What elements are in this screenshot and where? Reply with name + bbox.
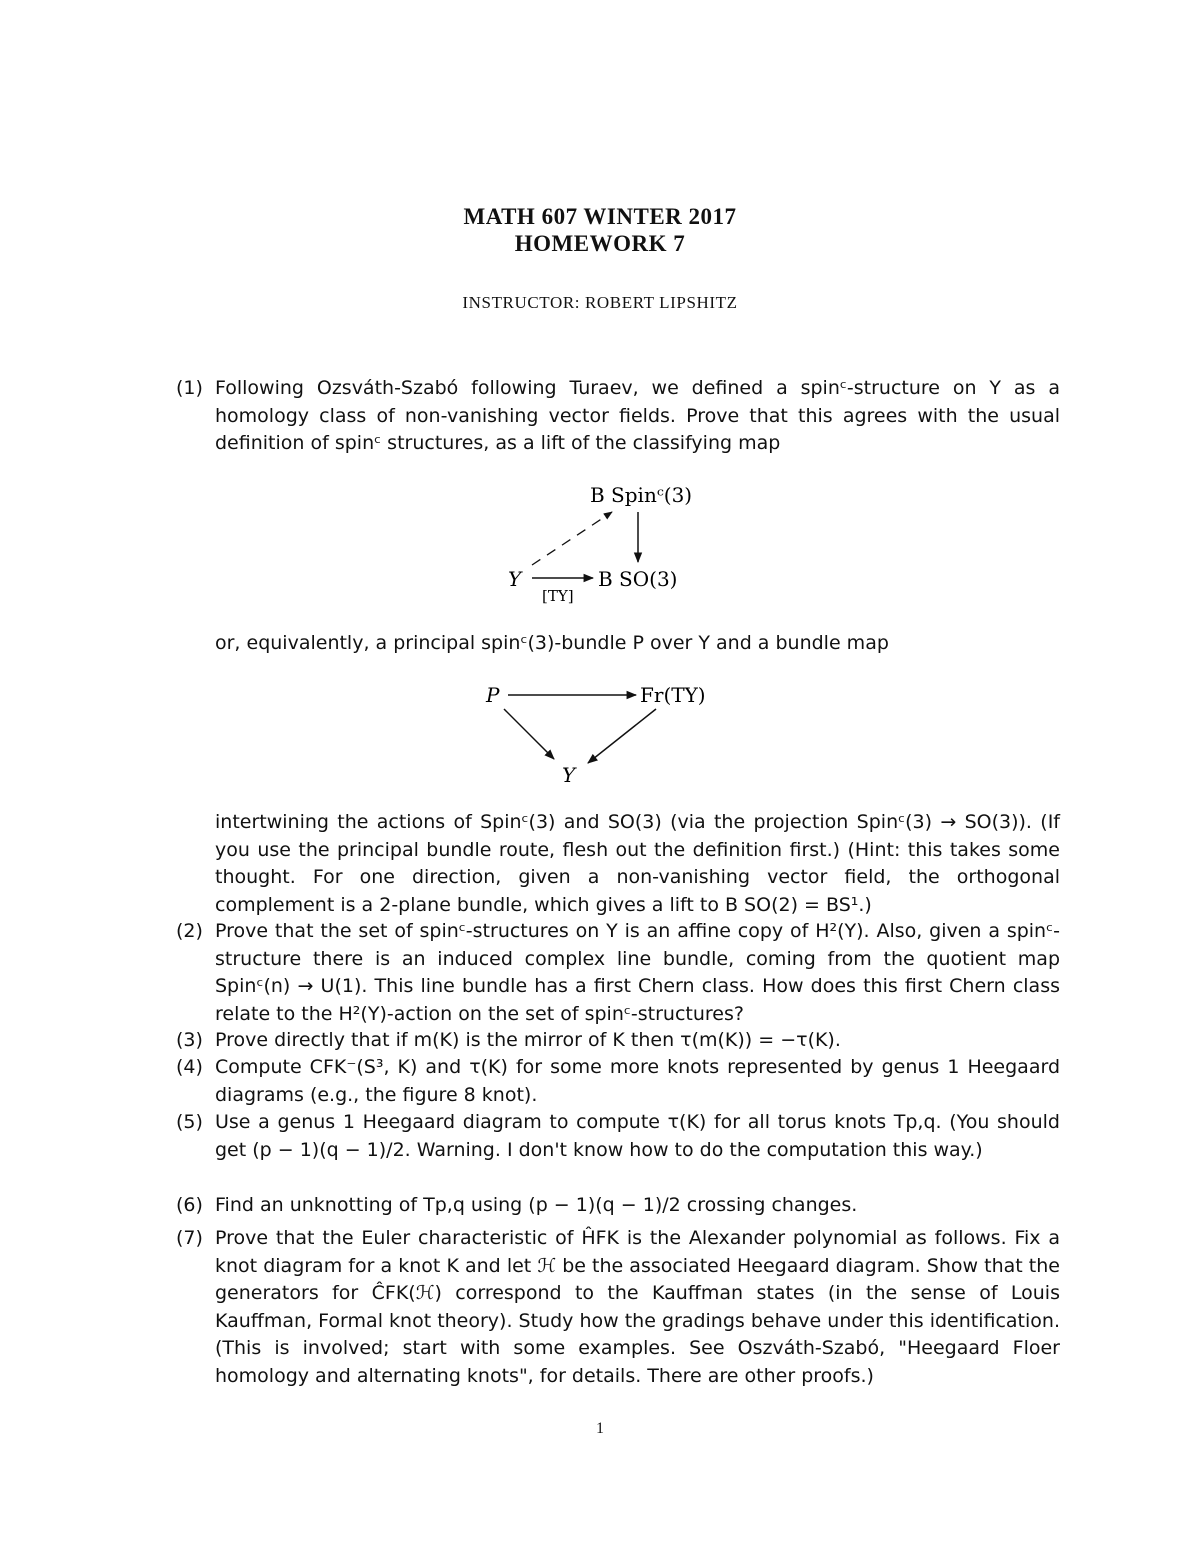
- bso3-label: B SO(3): [598, 567, 678, 591]
- page-number: 1: [596, 1420, 604, 1437]
- lift-dashed-arrow: [532, 512, 612, 565]
- problem-text: Use a genus 1 Heegaard diagram to compute τ(K) for all torus knots Tp,q. (You should get (p − 1)(q − 1)/2. Warning. I don't know how to do the computation this way.): [215, 1111, 1060, 1161]
- problem-number: (5): [176, 1111, 203, 1133]
- problem-text: Prove that the set of spinᶜ-structures on Y is an affine copy of H²(Y). Also, given a spinᶜ-structure there is an induced complex line bundle, coming from the quotient map Spinᶜ(n) → U(1). This line bundle has a first Chern class. How does this first Chern class relate to the H²(Y)-action on the set of spinᶜ-structures?: [215, 920, 1060, 1025]
- instructor-line: INSTRUCTOR: ROBERT LIPSHITZ: [462, 293, 738, 312]
- y-label: Y: [508, 567, 522, 591]
- frame-projection-arrow: [588, 709, 656, 763]
- between-diagrams-text: or, equivalently, a principal spinᶜ(3)-bundle P over Y and a bundle map: [215, 632, 889, 654]
- problem-text: Prove that the Euler characteristic of ĤFK is the Alexander polynomial as follows. Fix a knot diagram for a knot K and let ℋ be the associated Heegaard diagram. Show that the generators for ĈFK(ℋ) correspond to the Kauffman states (in the sense of Louis Kauffman, Formal knot theory). Study how the gradings behave under this identification. (This is involved; start with some examples. See Oszváth-Szabó, "Heegaard Floer homology and alternating knots", for details. There are other proofs.): [215, 1227, 1060, 1387]
- frame-bundle-label: Fr(TY): [640, 683, 706, 707]
- base-y-label: Y: [562, 763, 576, 787]
- after-diagrams-text: intertwining the actions of Spinᶜ(3) and SO(3) (via the projection Spinᶜ(3) → SO(3)). (If you use the principal bundle route, flesh out the definition first.) (Hint: this takes some thought. For one direction, given a non-vanishing vector field, the orthogonal complement is a 2-plane bundle, which gives a lift to B SO(2) = BS¹.): [215, 811, 1060, 916]
- problem-text: Find an unknotting of Tp,q using (p − 1)(q − 1)/2 crossing changes.: [215, 1194, 858, 1216]
- problem-number: (3): [176, 1029, 203, 1051]
- classifying-map-diagram: [480, 470, 740, 610]
- bspinc-label: B Spinᶜ(3): [590, 483, 693, 507]
- p-label: P: [486, 683, 500, 707]
- problem-number: (7): [176, 1227, 203, 1249]
- problem-number: (1): [176, 377, 203, 399]
- problem-number: (6): [176, 1194, 203, 1216]
- problem-number: (4): [176, 1056, 203, 1078]
- p-projection-arrow: [504, 709, 554, 759]
- problem-text: Prove directly that if m(K) is the mirror of K then τ(m(K)) = −τ(K).: [215, 1029, 841, 1051]
- ty-arrow-label: [TY]: [542, 587, 574, 605]
- bundle-map-diagram: [470, 675, 750, 795]
- document-title-line1: MATH 607 WINTER 2017: [463, 204, 737, 229]
- problem-number: (2): [176, 920, 203, 942]
- problem-text: Compute CFK⁻(S³, K) and τ(K) for some more knots represented by genus 1 Heegaard diagrams (e.g., the figure 8 knot).: [215, 1056, 1060, 1106]
- document-title-line2: HOMEWORK 7: [514, 231, 686, 256]
- problem-text: Following Ozsváth-Szabó following Turaev, we defined a spinᶜ-structure on Y as a homology class of non-vanishing vector fields. Prove that this agrees with the usual definition of spinᶜ structures, as a lift of the classifying map: [215, 377, 1060, 454]
